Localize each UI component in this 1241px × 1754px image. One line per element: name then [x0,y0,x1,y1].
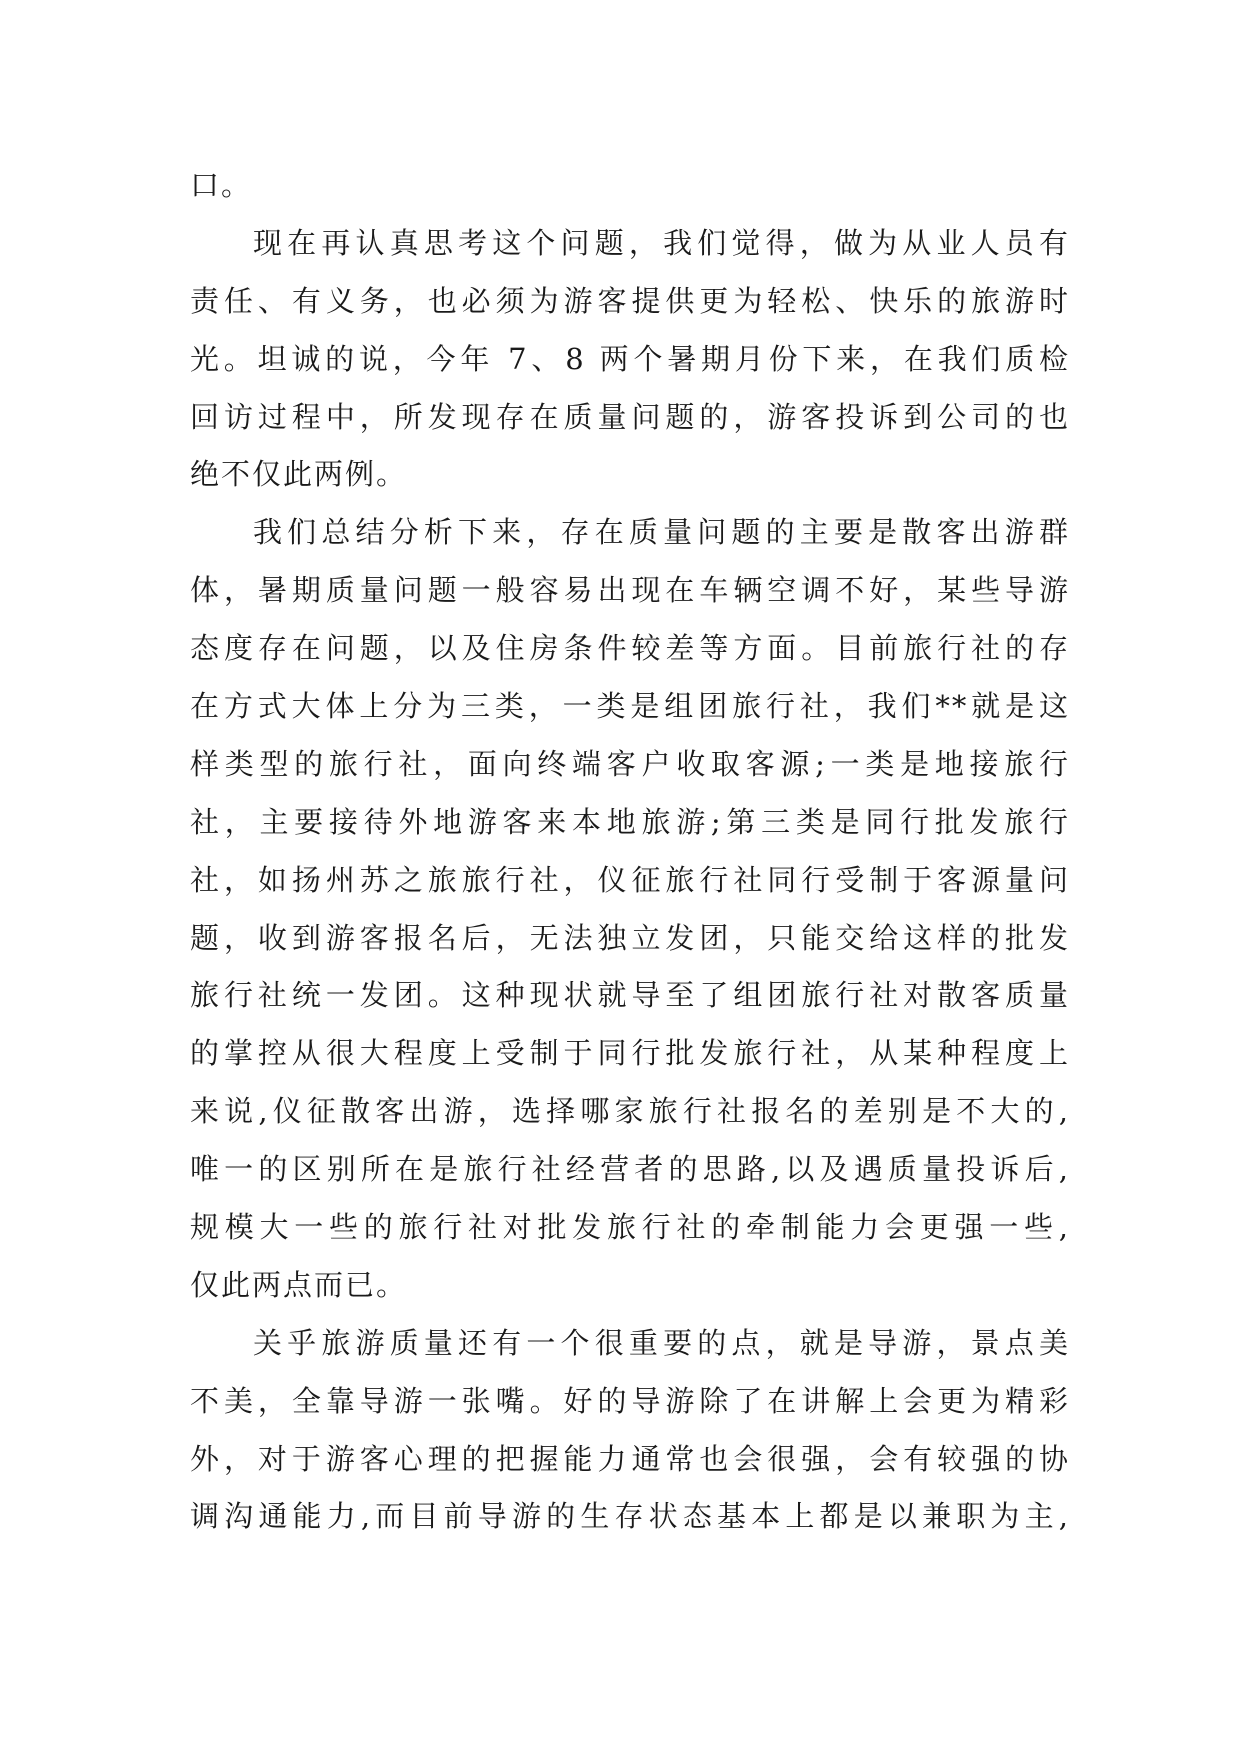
text-line: 社，主要接待外地游客来本地旅游;第三类是同行批发旅行 [190,804,1070,839]
text-line: 旅行社统一发团。这种现状就导至了组团旅行社对散客质量 [190,978,1070,1013]
paragraph-first-line: 现在再认真思考这个问题，我们觉得，做为从业人员有 [253,225,1070,260]
text-line: 题，收到游客报名后，无法独立发团，只能交给这样的批发 [190,920,1070,955]
paragraph-first-line: 关乎旅游质量还有一个很重要的点，就是导游，景点美 [253,1325,1070,1360]
text-line: 回访过程中，所发现存在质量问题的，游客投诉到公司的也 [190,399,1070,434]
text-line: 在方式大体上分为三类，一类是组团旅行社，我们**就是这 [190,689,1070,724]
body-text [190,157,1070,1546]
text-line: 绝不仅此两例。 [190,457,408,492]
text-line: 外，对于游客心理的把握能力通常也会很强，会有较强的协 [190,1441,1070,1476]
text-line: 调沟通能力,而目前导游的生存状态基本上都是以兼职为主, [190,1499,1070,1534]
text-line: 态度存在问题，以及住房条件较差等方面。目前旅行社的存 [190,631,1070,666]
text-line: 仅此两点而已。 [190,1267,408,1302]
text-line: 的掌控从很大程度上受制于同行批发旅行社，从某种程度上 [190,1036,1070,1071]
text-line: 规模大一些的旅行社对批发旅行社的牵制能力会更强一些, [190,1210,1070,1245]
text-line: 光。坦诚的说，今年 7、8 两个暑期月份下来，在我们质检 [190,341,1070,376]
text-line: 唯一的区别所在是旅行社经营者的思路,以及遇质量投诉后, [190,1152,1070,1187]
text-line: 样类型的旅行社，面向终端客户收取客源;一类是地接旅行 [190,746,1070,781]
paragraph-first-line: 我们总结分析下来，存在质量问题的主要是散客出游群 [253,515,1070,550]
text-line: 不美，全靠导游一张嘴。好的导游除了在讲解上会更为精彩 [190,1383,1070,1418]
text-line: 社，如扬州苏之旅旅行社，仪征旅行社同行受制于客源量问 [190,862,1070,897]
text-line: 来说,仪征散客出游，选择哪家旅行社报名的差别是不大的, [190,1094,1070,1129]
text-line: 责任、有义务，也必须为游客提供更为轻松、快乐的旅游时 [190,283,1070,318]
text-line: 体，暑期质量问题一般容易出现在车辆空调不好，某些导游 [190,573,1070,608]
text-line: 口。 [190,168,253,202]
